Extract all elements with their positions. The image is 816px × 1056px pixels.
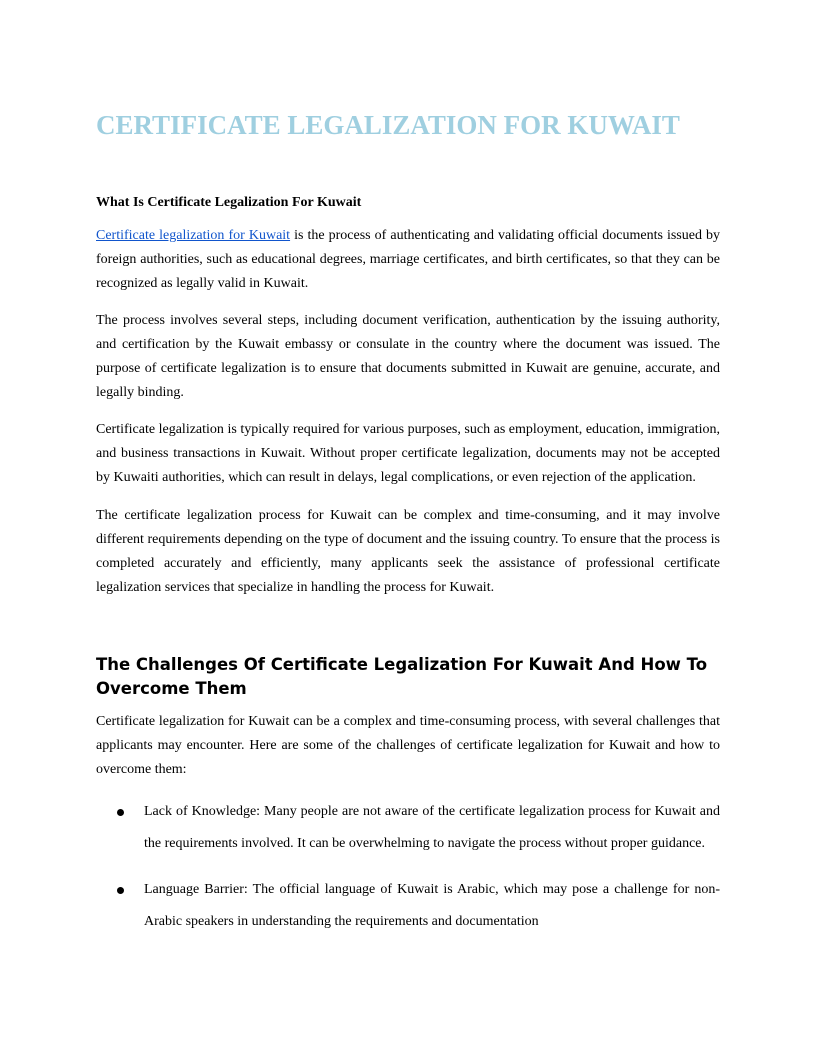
document-title: CERTIFICATE LEGALIZATION FOR KUWAIT <box>96 110 680 140</box>
certificate-legalization-link[interactable]: Certificate legalization for Kuwait <box>96 228 291 243</box>
challenges-list <box>96 796 720 952</box>
list-item-text: Language Barrier: The official language of Kuwait is Arabic, which may pose a challenge for non-Arabic speakers in understanding the requirements and documentation <box>144 882 720 929</box>
bullet-icon <box>117 887 124 894</box>
paragraph-text: is the process of authenticating and validating official documents issued by foreign authorities, such as educational degrees, marriage certificates, and birth certificates, so that they can be recognized as legally valid in Kuwait. <box>96 228 720 291</box>
section1-paragraph-2: The process involves several steps, including document verification, authentication by the issuing authority, and certification by the Kuwait embassy or consulate in the country where the document was issued. The purpose of certificate legalization is to ensure that documents submitted in Kuwait are genuine, accurate, and legally binding. <box>96 313 720 400</box>
bullet-icon <box>117 809 124 816</box>
section1-heading: What Is Certificate Legalization For Kuwait <box>96 195 362 210</box>
list-item <box>96 874 720 938</box>
list-item-text: Lack of Knowledge: Many people are not aware of the certificate legalization process for Kuwait and the requirements involved. It can be overwhelming to navigate the process without proper guidance. <box>144 804 720 851</box>
list-item <box>96 796 720 860</box>
section1-paragraph-4: The certificate legalization process for Kuwait can be complex and time-consuming, and it may involve different requirements depending on the type of document and the issuing country. To ensure that the process is completed accurately and efficiently, many applicants seek the assistance of professional certificate legalization services that specialize in handling the process for Kuwait. <box>96 508 720 595</box>
section2-heading: The Challenges Of Certificate Legalization For Kuwait And How To Overcome Them <box>96 655 708 698</box>
section1-paragraph-1 <box>96 224 720 296</box>
section2-intro: Certificate legalization for Kuwait can be a complex and time-consuming process, with several challenges that applicants may encounter. Here are some of the challenges of certificate legalization for Kuwait and how to overcome them: <box>96 714 720 777</box>
section1-paragraph-3: Certificate legalization is typically required for various purposes, such as employment, education, immigration, and business transactions in Kuwait. Without proper certificate legalization, documents may not be accepted by Kuwaiti authorities, which can result in delays, legal complications, or even rejection of the application. <box>96 422 720 485</box>
